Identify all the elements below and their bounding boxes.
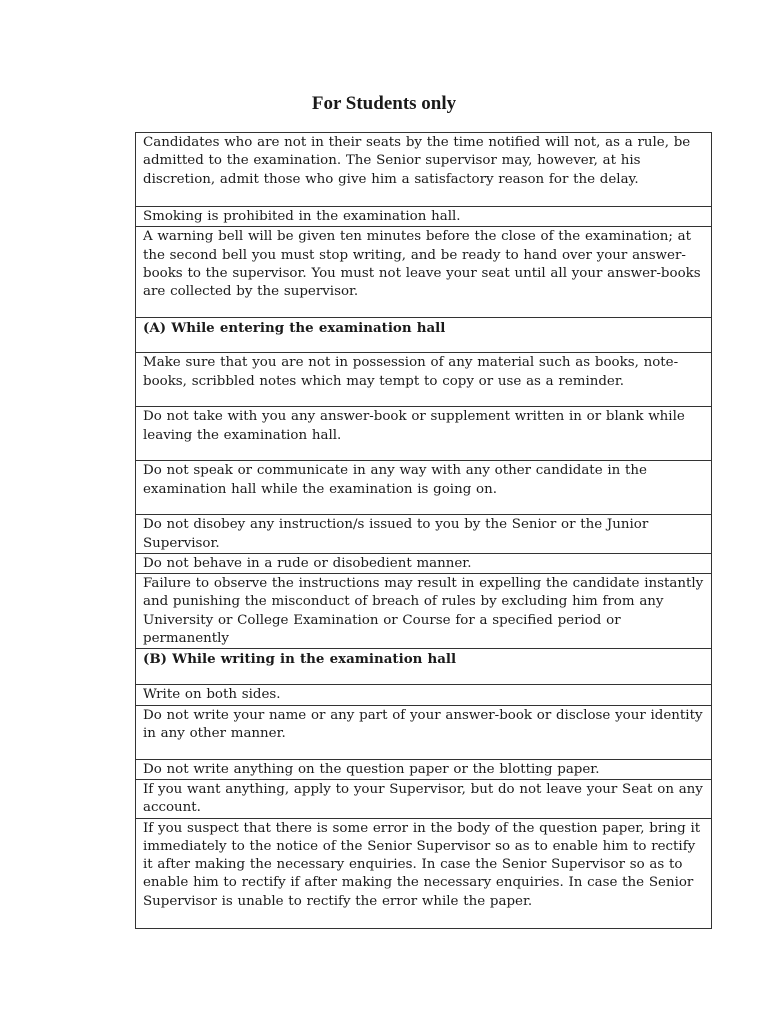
table-row xyxy=(136,407,712,461)
table-row xyxy=(136,553,712,573)
rule-cell: Candidates who are not in their seats by the time notified will not, as a rule, be admitted to the examination. The Senior supervisor may, however, at his discretion, admit those who give him a satisfactory reason for the delay. xyxy=(136,133,712,207)
page-title: For Students only xyxy=(311,93,457,114)
table-row xyxy=(136,515,712,554)
rule-cell: Failure to observe the instructions may result in expelling the candidate instantly and punishing the misconduct of breach of rules by excluding him from any University or College Examination or Course for a specified period or permanently xyxy=(136,574,712,649)
rule-cell: Do not speak or communicate in any way with any other candidate in the examination hall while the examination is going on. xyxy=(136,461,712,515)
rule-cell: If you want anything, apply to your Supervisor, but do not leave your Seat on any account. xyxy=(136,779,712,818)
rules-table xyxy=(135,132,712,929)
table-row xyxy=(136,133,712,207)
table-row xyxy=(136,353,712,407)
table-row xyxy=(136,705,712,759)
table-row xyxy=(136,759,712,779)
rule-cell: If you suspect that there is some error in the body of the question paper, bring it immediately to the notice of the Senior Supervisor so as to enable him to rectify it after making the necessary enquiries. In case the Senior Supervisor so as to enable him to rectify if after making the necessary enquiries. In case the Senior Supervisor is unable to rectify the error while the paper. xyxy=(136,818,712,928)
table-row xyxy=(136,574,712,649)
table-row xyxy=(136,227,712,318)
rule-cell: A warning bell will be given ten minutes before the close of the examination; at the second bell you must stop writing, and be ready to hand over your answer-books to the supervisor. You must not leave your seat until all your answer-books are collected by the supervisor. xyxy=(136,227,712,318)
section-heading: (A) While entering the examination hall xyxy=(136,318,712,353)
rule-cell: Do not disobey any instruction/s issued to you by the Senior or the Junior Supervisor. xyxy=(136,515,712,554)
section-heading: (B) While writing in the examination hall xyxy=(136,649,712,685)
table-row xyxy=(136,818,712,928)
table-row xyxy=(136,649,712,685)
rule-cell: Do not write anything on the question paper or the blotting paper. xyxy=(136,759,712,779)
rule-cell: Do not take with you any answer-book or supplement written in or blank while leaving the examination hall. xyxy=(136,407,712,461)
table-row xyxy=(136,318,712,353)
rule-cell: Make sure that you are not in possession of any material such as books, note-books, scribbled notes which may tempt to copy or use as a reminder. xyxy=(136,353,712,407)
table-row xyxy=(136,685,712,705)
table-row xyxy=(136,207,712,227)
table-row xyxy=(136,461,712,515)
rule-cell: Smoking is prohibited in the examination hall. xyxy=(136,207,712,227)
rule-cell: Do not write your name or any part of your answer-book or disclose your identity in any other manner. xyxy=(136,705,712,759)
rule-cell: Write on both sides. xyxy=(136,685,712,705)
table-row xyxy=(136,779,712,818)
rule-cell: Do not behave in a rude or disobedient manner. xyxy=(136,553,712,573)
